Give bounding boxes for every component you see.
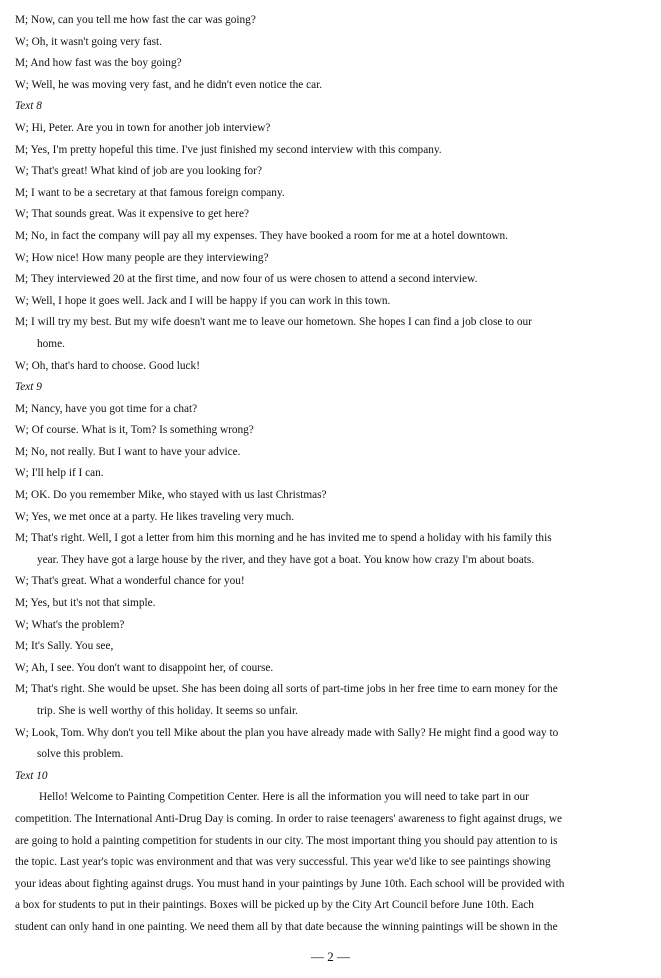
speaker-label: W bbox=[15, 121, 26, 134]
speaker-separator: ; bbox=[25, 294, 32, 307]
speaker-separator: ; bbox=[25, 251, 32, 264]
speaker-label: W bbox=[15, 575, 26, 588]
passage-line: are going to hold a painting competition for students in our city. The most important thing you should pay attention to is bbox=[15, 834, 558, 847]
speaker-separator: ; bbox=[25, 532, 31, 545]
dialogue-line bbox=[15, 312, 647, 334]
dialogue-line bbox=[15, 442, 647, 464]
speaker-separator: ; bbox=[25, 316, 32, 329]
dialogue-text: That's right. Well, I got a letter from him this morning and he has invited me to spend a holiday with his family this bbox=[30, 532, 552, 545]
dialogue-text: And how fast was the boy going? bbox=[30, 57, 182, 70]
speaker-separator: ; bbox=[25, 273, 31, 286]
dialogue-continuation: trip. She is well worthy of this holiday. It seems so unfair. bbox=[37, 705, 298, 717]
dialogue-line bbox=[15, 140, 647, 162]
speaker-separator: ; bbox=[25, 35, 32, 48]
dialogue-continuation: solve this problem. bbox=[37, 748, 124, 761]
speaker-label: M bbox=[15, 445, 26, 458]
speaker-label: M bbox=[15, 143, 26, 156]
dialogue-text: Of course. What is it, Tom? Is something wrong? bbox=[31, 424, 254, 437]
speaker-label: W bbox=[15, 208, 26, 221]
dialogue-line bbox=[15, 399, 647, 421]
dialogue-text: Yes, but it's not that simple. bbox=[30, 597, 156, 610]
speaker-separator: ; bbox=[25, 424, 32, 437]
dialogue-text: Yes, we met once at a party. He likes traveling very much. bbox=[31, 510, 295, 523]
dialogue-line bbox=[15, 226, 647, 248]
dialogue-text: It's Sally. You see, bbox=[31, 640, 114, 653]
speaker-separator: ; bbox=[25, 597, 31, 610]
dialogue-text: Now, can you tell me how fast the car was going? bbox=[31, 14, 256, 26]
dialogue-line bbox=[15, 161, 647, 183]
dialogue-continuation: home. bbox=[37, 337, 65, 350]
speaker-separator: ; bbox=[25, 489, 32, 502]
passage-line: competition. The International Anti-Drug Day is coming. In order to raise teenagers' awareness to fight against drugs, we bbox=[15, 812, 563, 825]
speaker-separator: ; bbox=[25, 57, 31, 70]
speaker-label: W bbox=[15, 467, 26, 480]
dialogue-line bbox=[15, 679, 647, 701]
dialogue-line bbox=[15, 528, 647, 550]
speaker-label: M bbox=[15, 14, 26, 26]
dialogue-line bbox=[15, 53, 647, 75]
dialogue-line bbox=[15, 723, 647, 745]
passage-line: a box for students to put in their paintings. Boxes will be picked up by the City Art Council before June 10th. Each bbox=[15, 899, 534, 912]
dialogue-continuation: year. They have got a large house by the river, and they have got a boat. You know how crazy I'm about boats. bbox=[37, 553, 535, 566]
speaker-separator: ; bbox=[25, 229, 32, 242]
dialogue-text: Oh, it wasn't going very fast. bbox=[31, 35, 163, 48]
speaker-separator: ; bbox=[25, 78, 32, 91]
speaker-label: W bbox=[15, 661, 26, 674]
section-heading: Text 9 bbox=[15, 381, 42, 394]
dialogue-text: That sounds great. Was it expensive to get here? bbox=[31, 208, 249, 221]
speaker-label: M bbox=[15, 229, 26, 242]
dialogue-line bbox=[15, 636, 647, 658]
dialogue-text: Look, Tom. Why don't you tell Mike about the plan you have already made with Sally? He might find a good way to bbox=[31, 726, 559, 739]
dialogue-line bbox=[15, 658, 647, 680]
passage-line: student can only hand in one painting. We need them all by that date because the winning paintings will be shown in the bbox=[15, 920, 558, 933]
speaker-separator: ; bbox=[25, 402, 32, 415]
dialogue-text: They interviewed 20 at the first time, and now four of us were chosen to attend a second interview. bbox=[30, 273, 478, 286]
dialogue-text: What's the problem? bbox=[31, 618, 125, 631]
speaker-label: W bbox=[15, 165, 26, 178]
dialogue-text: That's great. What a wonderful chance for you! bbox=[31, 575, 245, 588]
dialogue-line bbox=[15, 75, 647, 97]
dialogue-text: Yes, I'm pretty hopeful this time. I've just finished my second interview with this company. bbox=[30, 143, 442, 156]
dialogue-text: I'll help if I can. bbox=[31, 467, 104, 480]
dialogue-line bbox=[15, 32, 647, 54]
speaker-separator: ; bbox=[25, 726, 32, 739]
speaker-separator: ; bbox=[25, 510, 32, 523]
speaker-separator: ; bbox=[25, 640, 32, 653]
speaker-label: W bbox=[15, 510, 26, 523]
dialogue-line bbox=[15, 248, 647, 270]
transcript-body bbox=[15, 10, 647, 939]
speaker-label: W bbox=[15, 35, 26, 48]
dialogue-line bbox=[15, 571, 647, 593]
speaker-separator: ; bbox=[25, 618, 32, 631]
passage-line: the topic. Last year's topic was environment and that was very successful. This year we'd like to see paintings showing bbox=[15, 856, 551, 869]
speaker-label: M bbox=[15, 683, 26, 696]
speaker-label: W bbox=[15, 359, 26, 372]
speaker-separator: ; bbox=[25, 186, 32, 199]
dialogue-line bbox=[15, 269, 647, 291]
speaker-label: M bbox=[15, 57, 26, 70]
speaker-label: M bbox=[15, 597, 26, 610]
speaker-label: M bbox=[15, 316, 26, 329]
dialogue-text: That's right. She would be upset. She has been doing all sorts of part-time jobs in her free time to earn money for the bbox=[30, 683, 558, 696]
passage-line: your ideas about fighting against drugs. You must hand in your paintings by June 10th. Each school will be provided with bbox=[15, 877, 565, 890]
dialogue-line bbox=[15, 485, 647, 507]
speaker-label: W bbox=[15, 78, 26, 91]
speaker-separator: ; bbox=[25, 575, 32, 588]
dialogue-text: Oh, that's hard to choose. Good luck! bbox=[31, 359, 200, 372]
dialogue-text: Ah, I see. You don't want to disappoint her, of course. bbox=[31, 661, 274, 674]
dialogue-line bbox=[15, 291, 647, 313]
dialogue-line bbox=[15, 593, 647, 615]
speaker-separator: ; bbox=[25, 661, 32, 674]
dialogue-line bbox=[15, 183, 647, 205]
dialogue-text: Well, I hope it goes well. Jack and I will be happy if you can work in this town. bbox=[31, 294, 391, 307]
speaker-separator: ; bbox=[25, 143, 31, 156]
dialogue-line bbox=[15, 507, 647, 529]
speaker-separator: ; bbox=[25, 359, 32, 372]
dialogue-text: I will try my best. But my wife doesn't want me to leave our hometown. She hopes I can find a job close to our bbox=[31, 316, 532, 329]
dialogue-text: No, in fact the company will pay all my expenses. They have booked a room for me at a hotel downtown. bbox=[31, 229, 508, 242]
dialogue-text: Well, he was moving very fast, and he didn't even notice the car. bbox=[31, 78, 323, 91]
speaker-label: M bbox=[15, 186, 26, 199]
section-heading: Text 8 bbox=[15, 100, 42, 113]
speaker-separator: ; bbox=[25, 165, 32, 178]
dialogue-line bbox=[15, 615, 647, 637]
speaker-label: M bbox=[15, 402, 26, 415]
dialogue-text: Hi, Peter. Are you in town for another job interview? bbox=[31, 121, 271, 134]
speaker-label: M bbox=[15, 532, 26, 545]
speaker-label: W bbox=[15, 726, 26, 739]
speaker-separator: ; bbox=[25, 445, 32, 458]
dialogue-text: How nice! How many people are they interviewing? bbox=[31, 251, 269, 264]
speaker-label: W bbox=[15, 618, 26, 631]
speaker-separator: ; bbox=[25, 14, 32, 26]
speaker-label: M bbox=[15, 640, 26, 653]
dialogue-line bbox=[15, 10, 647, 32]
dialogue-line bbox=[15, 118, 647, 140]
page-number: — 2 — bbox=[311, 949, 350, 964]
dialogue-text: That's great! What kind of job are you looking for? bbox=[31, 165, 262, 178]
dialogue-text: Nancy, have you got time for a chat? bbox=[31, 402, 198, 415]
speaker-separator: ; bbox=[25, 467, 32, 480]
dialogue-text: I want to be a secretary at that famous foreign company. bbox=[31, 186, 285, 199]
speaker-label: W bbox=[15, 251, 26, 264]
dialogue-line bbox=[15, 463, 647, 485]
dialogue-text: OK. Do you remember Mike, who stayed with us last Christmas? bbox=[31, 489, 327, 502]
speaker-label: W bbox=[15, 424, 26, 437]
section-heading: Text 10 bbox=[15, 769, 48, 782]
dialogue-text: No, not really. But I want to have your advice. bbox=[31, 445, 241, 458]
speaker-separator: ; bbox=[25, 121, 32, 134]
dialogue-line bbox=[15, 204, 647, 226]
dialogue-line bbox=[15, 420, 647, 442]
speaker-separator: ; bbox=[25, 683, 31, 696]
passage-line: Hello! Welcome to Painting Competition Center. Here is all the information you will need to take part in our bbox=[39, 791, 529, 804]
dialogue-line bbox=[15, 356, 647, 378]
speaker-separator: ; bbox=[25, 208, 32, 221]
speaker-label: W bbox=[15, 294, 26, 307]
speaker-label: M bbox=[15, 273, 26, 286]
speaker-label: M bbox=[15, 489, 26, 502]
